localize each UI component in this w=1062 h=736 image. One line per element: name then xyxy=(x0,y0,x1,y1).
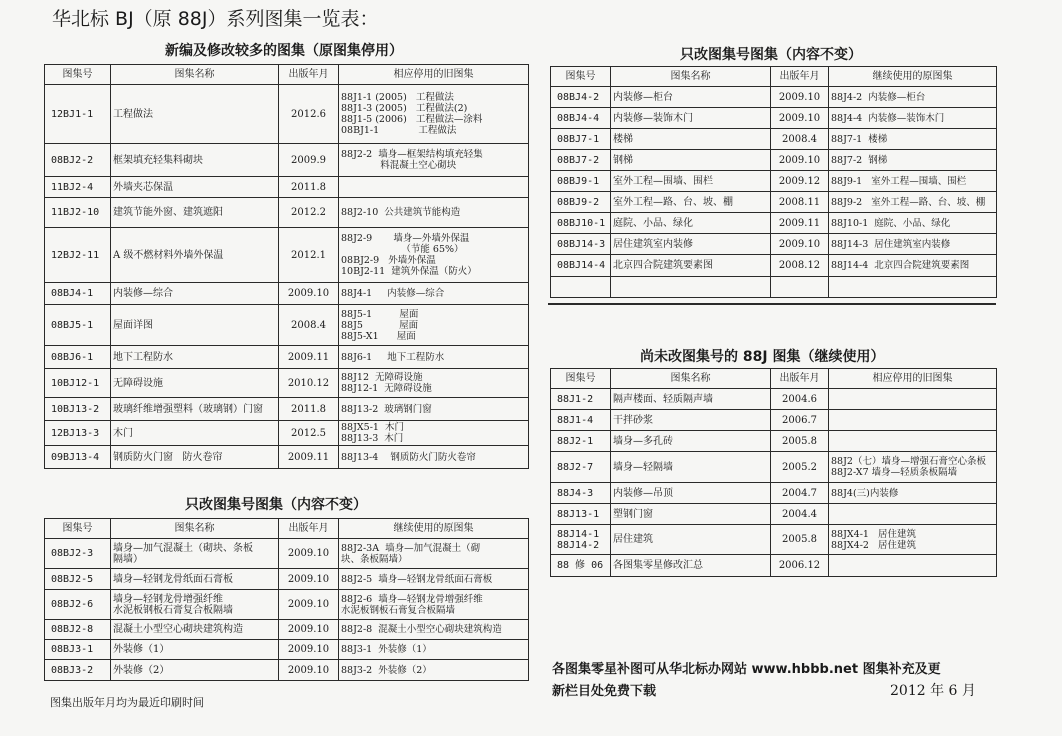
header-old_continued: 继续使用的原图集 xyxy=(829,67,997,87)
cell-date: 2008.4 xyxy=(771,129,829,150)
table-row xyxy=(551,277,997,298)
cell-code: 08BJ14-3 xyxy=(551,234,611,255)
cell-old: 88J2-8 混凝土小型空心砌块建筑构造 xyxy=(339,620,529,640)
table-row xyxy=(45,369,529,398)
header-name: 图集名称 xyxy=(611,369,771,389)
table-row xyxy=(45,144,529,177)
cell-date xyxy=(771,277,829,298)
cell-old xyxy=(829,431,997,452)
footer-line2: 新栏目处免费下载 xyxy=(552,684,657,699)
cell-code: 88J14-1 88J14-2 xyxy=(551,525,611,555)
cell-date: 2008.12 xyxy=(771,255,829,277)
cell-old: 88J2-6 墙身—轻钢龙骨增强纤维 水泥板钢板石膏复合板隔墙 xyxy=(339,590,529,620)
cell-name: 钢质防火门窗 防火卷帘 xyxy=(111,446,279,469)
cell-code: 08BJ2-2 xyxy=(45,144,111,177)
cell-code: 09BJ13-4 xyxy=(45,446,111,469)
table-row xyxy=(45,590,529,620)
cell-old: 88J3-2 外装修（2） xyxy=(339,660,529,681)
cell-code: 08BJ4-4 xyxy=(551,108,611,129)
table-row xyxy=(551,255,997,277)
cell-old: 88J2-9 墙身—外墙外保温 （节能 65%） 08BJ2-9 外墙外保温 10BJ2-11 建筑外保温（防火） xyxy=(339,228,529,283)
table-row xyxy=(551,213,997,234)
cell-name: 墙身—加气混凝土（砌块、条板 隔墙） xyxy=(111,539,279,569)
header-date: 出版年月 xyxy=(279,519,339,539)
cell-old: 88J12 无障碍设施 88J12-1 无障碍设施 xyxy=(339,369,529,398)
cell-code: 08BJ2-8 xyxy=(45,620,111,640)
table-row xyxy=(45,660,529,681)
cell-code: 08BJ2-3 xyxy=(45,539,111,569)
cell-date: 2010.12 xyxy=(279,369,339,398)
unchanged-subtitle: 尚未改图集号的 88J 图集（继续使用） xyxy=(640,349,885,365)
table-row xyxy=(551,483,997,504)
cell-date: 2009.10 xyxy=(771,234,829,255)
header-date: 出版年月 xyxy=(279,65,339,85)
cell-old: 88J4-1 内装修—综合 xyxy=(339,283,529,305)
cell-code: 10BJ13-2 xyxy=(45,398,111,421)
cell-old: 88J4-2 内装修—柜台 xyxy=(829,87,997,108)
cell-code: 08BJ3-1 xyxy=(45,640,111,660)
cell-date: 2009.10 xyxy=(771,87,829,108)
cell-name: 外装修（1） xyxy=(111,640,279,660)
cell-date: 2009.11 xyxy=(771,213,829,234)
cell-old: 88J14-3 居住建筑室内装修 xyxy=(829,234,997,255)
cell-name: 室外工程—围墙、围栏 xyxy=(611,171,771,192)
cell-code xyxy=(551,277,611,298)
cell-name: 外墙夹芯保温 xyxy=(111,177,279,198)
cell-name: 内装修—综合 xyxy=(111,283,279,305)
table-row xyxy=(551,171,997,192)
table-row xyxy=(551,129,997,150)
table-row xyxy=(45,539,529,569)
cell-name: A 级不燃材料外墙外保温 xyxy=(111,228,279,283)
cell-date: 2009.10 xyxy=(279,590,339,620)
cell-code: 08BJ3-2 xyxy=(45,660,111,681)
cell-date: 2012.6 xyxy=(279,85,339,144)
header-name: 图集名称 xyxy=(111,65,279,85)
cell-code: 08BJ6-1 xyxy=(45,346,111,369)
cell-date: 2012.5 xyxy=(279,421,339,446)
cell-name: 无障碍设施 xyxy=(111,369,279,398)
cell-date: 2009.11 xyxy=(279,446,339,469)
table-row xyxy=(45,305,529,346)
cell-code: 88J2-7 xyxy=(551,452,611,483)
table-row xyxy=(551,234,997,255)
cell-name: 混凝土小型空心砌块建筑构造 xyxy=(111,620,279,640)
cell-name: 干拌砂浆 xyxy=(611,410,771,431)
cell-name: 北京四合院建筑要素图 xyxy=(611,255,771,277)
header-code: 图集号 xyxy=(551,369,611,389)
cell-name: 建筑节能外窗、建筑遮阳 xyxy=(111,198,279,228)
cell-date: 2009.10 xyxy=(279,640,339,660)
cell-date: 2011.8 xyxy=(279,177,339,198)
cell-date: 2008.11 xyxy=(771,192,829,213)
cell-name: 庭院、小品、绿化 xyxy=(611,213,771,234)
cell-code: 11BJ2-10 xyxy=(45,198,111,228)
cell-code: 08BJ9-2 xyxy=(551,192,611,213)
changed-right-table xyxy=(550,66,997,298)
cell-code: 08BJ4-2 xyxy=(551,87,611,108)
footer-line1: 各图集零星补图可从华北标办网站 www.hbbb.net 图集补充及更 xyxy=(552,662,941,677)
unchanged-table xyxy=(550,368,997,577)
table-row xyxy=(45,177,529,198)
cell-date: 2006.12 xyxy=(771,555,829,577)
cell-date: 2005.8 xyxy=(771,431,829,452)
new-table-subtitle: 新编及修改较多的图集（原图集停用） xyxy=(165,43,403,59)
cell-date: 2005.2 xyxy=(771,452,829,483)
cell-old: 88J6-1 地下工程防水 xyxy=(339,346,529,369)
header-code: 图集号 xyxy=(551,67,611,87)
cell-code: 12BJ2-11 xyxy=(45,228,111,283)
cell-date: 2009.12 xyxy=(771,171,829,192)
cell-date: 2005.8 xyxy=(771,525,829,555)
cell-date: 2012.1 xyxy=(279,228,339,283)
header-old_stopped: 相应停用的旧图集 xyxy=(339,65,529,85)
cell-old: 88J2-3A 墙身—加气混凝土（砌 块、条板隔墙） xyxy=(339,539,529,569)
cell-date: 2009.10 xyxy=(279,569,339,590)
cell-old xyxy=(829,277,997,298)
cell-date: 2006.7 xyxy=(771,410,829,431)
cell-old xyxy=(829,410,997,431)
cell-old: 88J9-1 室外工程—围墙、围栏 xyxy=(829,171,997,192)
cell-name: 室外工程—路、台、坡、棚 xyxy=(611,192,771,213)
table-row xyxy=(45,85,529,144)
cell-name: 墙身—多孔砖 xyxy=(611,431,771,452)
cell-old: 88J13-2 玻璃钢门窗 xyxy=(339,398,529,421)
cell-old: 88J1-1 (2005) 工程做法 88J1-3 (2005) 工程做法(2) 88J1-5 (2006) 工程做法—涂料 08BJ1-1 工程做法 xyxy=(339,85,529,144)
table-row xyxy=(551,150,997,171)
cell-old xyxy=(339,177,529,198)
header-name: 图集名称 xyxy=(111,519,279,539)
cell-code: 08BJ9-1 xyxy=(551,171,611,192)
cell-old: 88J2（七）墙身—增强石膏空心条板 88J2-X7 墙身—轻质条板隔墙 xyxy=(829,452,997,483)
cell-old: 88J10-1 庭院、小品、绿化 xyxy=(829,213,997,234)
cell-date: 2009.9 xyxy=(279,144,339,177)
cell-code: 08BJ7-1 xyxy=(551,129,611,150)
cell-date: 2009.10 xyxy=(771,150,829,171)
cell-old xyxy=(829,389,997,410)
cell-name: 楼梯 xyxy=(611,129,771,150)
cell-old: 88J13-4 钢质防火门防火卷帘 xyxy=(339,446,529,469)
cell-code: 88J1-2 xyxy=(551,389,611,410)
cell-code: 88J13-1 xyxy=(551,504,611,525)
cell-name xyxy=(611,277,771,298)
cell-name: 内装修—柜台 xyxy=(611,87,771,108)
cell-date: 2009.10 xyxy=(279,283,339,305)
cell-code: 12BJ13-3 xyxy=(45,421,111,446)
table-row xyxy=(551,504,997,525)
cell-code: 88J2-1 xyxy=(551,431,611,452)
cell-name: 外装修（2） xyxy=(111,660,279,681)
divider-right xyxy=(548,303,996,305)
cell-old: 88J5-1 屋面 88J5 屋面 88J5-X1 屋面 xyxy=(339,305,529,346)
cell-code: 10BJ12-1 xyxy=(45,369,111,398)
table-row xyxy=(551,431,997,452)
table-row xyxy=(45,346,529,369)
cell-code: 88J4-3 xyxy=(551,483,611,504)
header-name: 图集名称 xyxy=(611,67,771,87)
cell-date: 2004.4 xyxy=(771,504,829,525)
table-row xyxy=(45,398,529,421)
table-row xyxy=(45,421,529,446)
cell-old: 88J7-2 钢梯 xyxy=(829,150,997,171)
cell-old: 88JX4-1 居住建筑 88JX4-2 居住建筑 xyxy=(829,525,997,555)
cell-old: 88J2-10 公共建筑节能构造 xyxy=(339,198,529,228)
table-row xyxy=(551,87,997,108)
new-table xyxy=(44,64,529,469)
cell-name: 钢梯 xyxy=(611,150,771,171)
cell-code: 08BJ7-2 xyxy=(551,150,611,171)
cell-old: 88J4(三)内装修 xyxy=(829,483,997,504)
cell-code: 08BJ14-4 xyxy=(551,255,611,277)
cell-old: 88J2-2 墙身—框架结构填充轻集 料混凝土空心砌块 xyxy=(339,144,529,177)
cell-old: 88JX5-1 木门 88J13-3 木门 xyxy=(339,421,529,446)
table-row xyxy=(551,410,997,431)
table-row xyxy=(45,640,529,660)
cell-date: 2009.10 xyxy=(279,620,339,640)
cell-date: 2009.10 xyxy=(279,539,339,569)
cell-code: 08BJ4-1 xyxy=(45,283,111,305)
cell-old: 88J7-1 楼梯 xyxy=(829,129,997,150)
cell-code: 11BJ2-4 xyxy=(45,177,111,198)
cell-name: 工程做法 xyxy=(111,85,279,144)
changed-left-subtitle: 只改图集号图集（内容不变） xyxy=(185,497,367,513)
table-row xyxy=(45,569,529,590)
cell-name: 玻璃纤维增强塑料（玻璃钢）门窗 xyxy=(111,398,279,421)
cell-date: 2004.7 xyxy=(771,483,829,504)
header-code: 图集号 xyxy=(45,519,111,539)
cell-old: 88J2-5 墙身—轻钢龙骨纸面石膏板 xyxy=(339,569,529,590)
table-row xyxy=(45,228,529,283)
cell-old xyxy=(829,555,997,577)
table-row xyxy=(45,446,529,469)
header-date: 出版年月 xyxy=(771,369,829,389)
cell-name: 居住建筑室内装修 xyxy=(611,234,771,255)
cell-code: 08BJ2-5 xyxy=(45,569,111,590)
cell-date: 2009.10 xyxy=(771,108,829,129)
cell-date: 2012.2 xyxy=(279,198,339,228)
table-row xyxy=(551,108,997,129)
footnote: 图集出版年月均为最近印刷时间 xyxy=(50,696,204,709)
header-code: 图集号 xyxy=(45,65,111,85)
cell-name: 木门 xyxy=(111,421,279,446)
cell-code: 08BJ10-1 xyxy=(551,213,611,234)
table-row xyxy=(551,192,997,213)
header-old_stopped: 相应停用的旧图集 xyxy=(829,369,997,389)
header-date: 出版年月 xyxy=(771,67,829,87)
cell-name: 内装修—吊顶 xyxy=(611,483,771,504)
header-old_continued: 继续使用的原图集 xyxy=(339,519,529,539)
cell-name: 隔声楼面、轻质隔声墙 xyxy=(611,389,771,410)
cell-date: 2011.8 xyxy=(279,398,339,421)
cell-old xyxy=(829,504,997,525)
cell-name: 居住建筑 xyxy=(611,525,771,555)
cell-name: 框架填充轻集料砌块 xyxy=(111,144,279,177)
cell-old: 88J3-1 外装修（1） xyxy=(339,640,529,660)
changed-left-table xyxy=(44,518,529,681)
changed-right-subtitle: 只改图集号图集（内容不变） xyxy=(680,47,862,63)
cell-name: 墙身—轻钢龙骨增强纤维 水泥板钢板石膏复合板隔墙 xyxy=(111,590,279,620)
table-row xyxy=(551,555,997,577)
page-title: 华北标 BJ（原 88J）系列图集一览表： xyxy=(52,8,379,30)
cell-name: 各图集零星修改汇总 xyxy=(611,555,771,577)
cell-code: 08BJ2-6 xyxy=(45,590,111,620)
table-row xyxy=(551,452,997,483)
table-row xyxy=(45,198,529,228)
cell-name: 内装修—装饰木门 xyxy=(611,108,771,129)
cell-name: 地下工程防水 xyxy=(111,346,279,369)
cell-code: 12BJ1-1 xyxy=(45,85,111,144)
cell-name: 墙身—轻钢龙骨纸面石膏板 xyxy=(111,569,279,590)
cell-code: 08BJ5-1 xyxy=(45,305,111,346)
cell-date: 2004.6 xyxy=(771,389,829,410)
cell-name: 屋面详图 xyxy=(111,305,279,346)
cell-date: 2009.11 xyxy=(279,346,339,369)
table-row xyxy=(551,389,997,410)
cell-old: 88J14-4 北京四合院建筑要素图 xyxy=(829,255,997,277)
cell-name: 塑钢门窗 xyxy=(611,504,771,525)
table-row xyxy=(45,620,529,640)
cell-code: 88 修 06 xyxy=(551,555,611,577)
cell-date: 2009.10 xyxy=(279,660,339,681)
cell-old: 88J4-4 内装修—装饰木门 xyxy=(829,108,997,129)
cell-old: 88J9-2 室外工程—路、台、坡、棚 xyxy=(829,192,997,213)
table-row xyxy=(551,525,997,555)
cell-date: 2008.4 xyxy=(279,305,339,346)
cell-name: 墙身—轻隔墙 xyxy=(611,452,771,483)
cell-code: 88J1-4 xyxy=(551,410,611,431)
table-row xyxy=(45,283,529,305)
footer-date: 2012 年 6 月 xyxy=(890,683,976,699)
